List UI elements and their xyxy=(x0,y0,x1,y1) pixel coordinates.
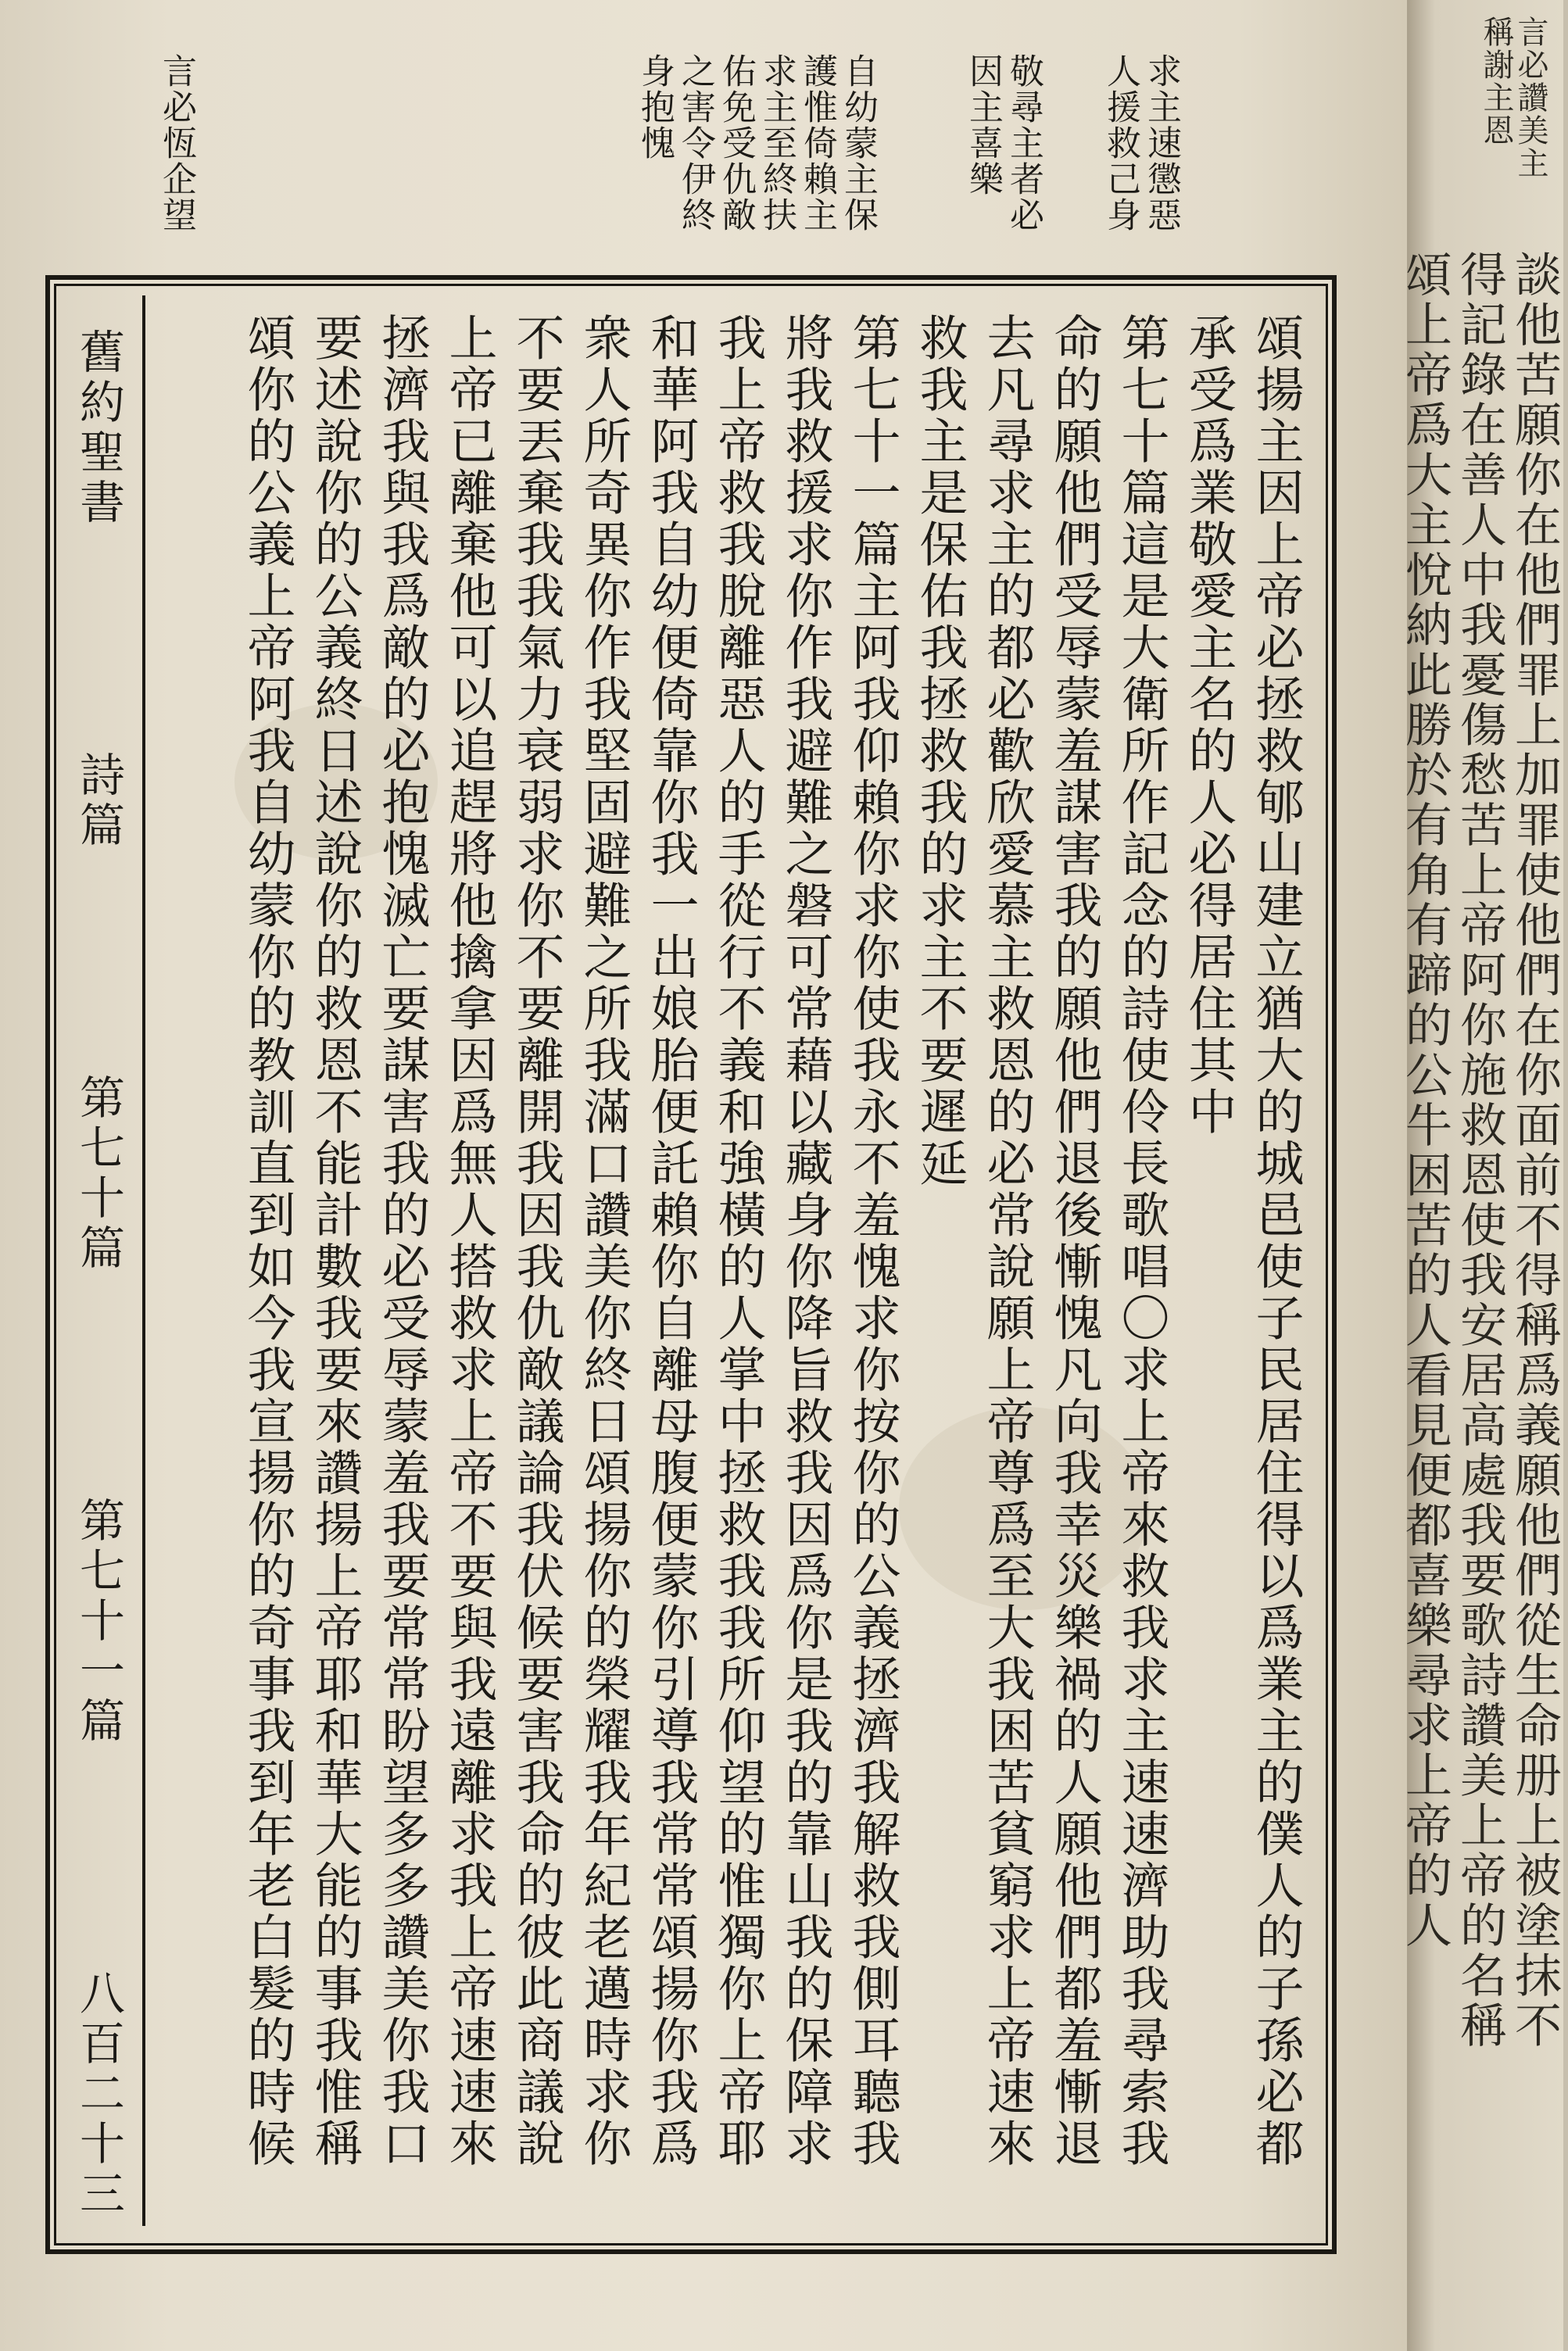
running-footer xyxy=(61,328,131,2220)
body-column: 頌你的公義上帝阿我自幼蒙你的教訓直到如今我宣揚你的奇事我到年老白髮的時候 xyxy=(239,313,296,2170)
book-title: 舊約聖書 xyxy=(72,328,125,528)
header-note: 護惟倚賴主 xyxy=(797,53,837,233)
facing-page xyxy=(1398,0,1563,2351)
body-column: 要述說你的公義終日述說你的救恩不能計數我要來讚揚上帝耶和華大能的事我惟稱 xyxy=(306,313,363,2170)
body-column: 衆人所奇異你作我堅固避難之所我滿口讚美你終日頌揚你的榮耀我年紀老邁時求你 xyxy=(575,313,632,2170)
body-column: 救我主是保佑我拯救我的求主不要遲延 xyxy=(911,313,968,1190)
body-column: 拯濟我與我爲敵的必抱愧滅亡要謀害我的必受辱蒙羞我要常常盼望多多讚美你我口 xyxy=(374,313,431,2170)
chapter-range-start: 第七十篇 xyxy=(72,1074,125,1274)
header-note: 求主至終扶 xyxy=(757,53,797,233)
body-column: 和華阿我自幼便倚靠你我一出娘胎便託賴你自離母腹便蒙你引導我常常頌揚你我爲 xyxy=(643,313,700,2170)
header-note: 因主喜樂 xyxy=(963,53,1003,197)
header-note: 之害令伊終 xyxy=(675,53,715,233)
body-column: 將我救援求你作我避難之磐可常藉以藏身你降旨救我因爲你是我的靠山我的保障求 xyxy=(777,313,834,2170)
header-note: 身抱愧 xyxy=(635,53,675,161)
body-column: 第七十一篇主阿我仰賴你求你使我永不羞愧求你按你的公義拯濟我解救我側耳聽我 xyxy=(844,313,901,2170)
body-column: 頌揚主因上帝必拯救郇山建立猶大的城邑使子民居住得以爲業主的僕人的子孫必都 xyxy=(1248,313,1305,2170)
facing-page-column: 得記錄在善人中我憂傷愁苦上帝阿你施救恩使我安居高處我要歌詩讚美上帝的名稱 xyxy=(1452,250,1507,2051)
body-column: 承受爲業敬愛主名的人必得居住其中 xyxy=(1180,313,1237,1138)
section-title: 詩篇 xyxy=(72,751,125,851)
body-column: 命的願他們受辱蒙羞謀害我的願他們退後慚愧凡向我幸災樂禍的人願他們都羞慚退 xyxy=(1046,313,1103,2170)
header-note: 求主速懲惡 xyxy=(1141,53,1181,233)
chapter-range-end: 第七十一篇 xyxy=(72,1497,125,1747)
header-note: 佑免受仇敵 xyxy=(716,53,756,233)
body-column: 第七十篇這是大衛所作記念的詩使伶長歌唱〇求上帝來救我求主速速濟助我尋索我 xyxy=(1113,313,1170,2170)
footer-rule xyxy=(142,295,145,2226)
header-note: 言必恆企望 xyxy=(156,53,196,233)
header-note: 自幼蒙主保 xyxy=(838,53,878,233)
page-number: 八百二十三 xyxy=(72,1970,125,2220)
body-column: 去凡尋求主的都必歡欣愛慕主救恩的必常說願上帝尊爲至大我困苦貧窮求上帝速來 xyxy=(979,313,1036,2170)
facing-page-column: 頌上帝爲大主悅納此勝於有角有蹄的公牛困苦的人看見便都喜樂尋求上帝的人 xyxy=(1398,250,1452,1951)
body-column: 不要丟棄我我氣力衰弱求你不要離開我因我仇敵議論我伏候要害我命的彼此商議說 xyxy=(508,313,565,2170)
body-column: 我上帝救我脫離惡人的手從行不義和強橫的人掌中拯救我我所仰望的惟獨你上帝耶 xyxy=(710,313,767,2170)
header-note: 敬尋主者必 xyxy=(1004,53,1044,233)
facing-page-column: 談他苦願你在他們罪上加罪使他們在你面前不得稱爲義願他們從生命册上被塗抹不 xyxy=(1507,250,1562,2051)
facing-page-header: 稱謝主恩 xyxy=(1478,16,1514,147)
header-note: 人援救己身 xyxy=(1101,53,1140,233)
facing-page-header: 言必讚美主 xyxy=(1513,16,1548,180)
body-column: 上帝已離棄他可以追趕將他擒拿因爲無人搭救求上帝不要與我遠離求我上帝速速來 xyxy=(441,313,498,2170)
